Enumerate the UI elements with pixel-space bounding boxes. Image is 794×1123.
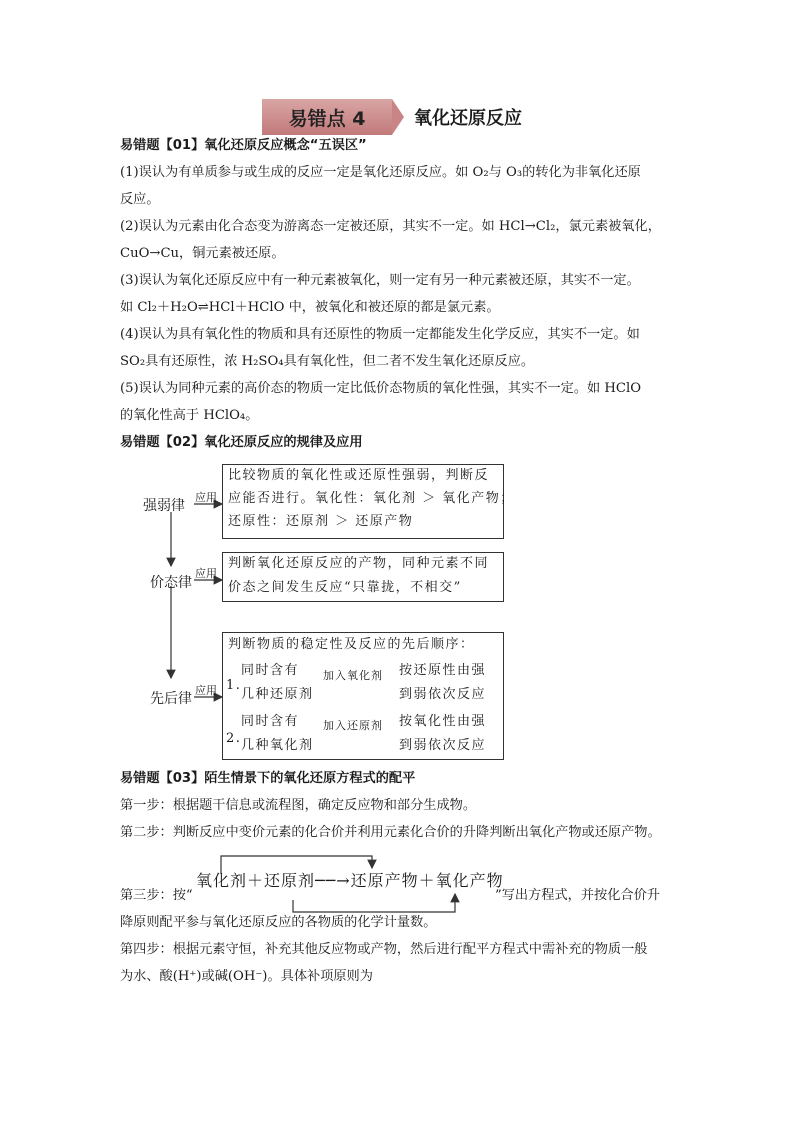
s1-line: (3)误认为氧化还原反应中有一种元素被氧化，则一定有另一种元素被还原，其实不一定。 [120,273,640,288]
box-valence [222,552,504,602]
box-text: 判断氧化还原反应的产物，同种元素不同 [228,556,490,571]
law-valence: 价态律 [150,575,192,591]
s1-line: 如 Cl₂＋H₂O⇌HCl＋HClO 中，被氧化和被还原的都是氯元素。 [120,300,500,315]
banner-title: 氧化还原反应 [414,108,522,129]
apply-label: 应用 [195,684,217,697]
s3-step: 第一步：根据题干信息或流程图，确定反应物和部分生成物。 [120,798,477,813]
s3-step: 第四步：根据元素守恒，补充其他反应物或产物，然后进行配平方程式中需补充的物质一般 [120,942,648,957]
arrow-label: 加入还原剂 [323,719,383,732]
arrow-label: 加入氧化剂 [323,669,383,682]
s1-line: 的氧化性高于 HClO₄。 [120,408,259,423]
box-text: 应能否进行。氧化性：氧化剂 ＞ 氧化产物； [228,491,515,506]
row-text: 同时含有 [241,714,300,729]
row-text: 按还原性由强 [399,663,487,678]
row-text: 同时含有 [241,663,300,678]
apply-label: 应用 [195,491,217,504]
s3-step: 第二步：判断反应中变价元素的化合价并利用元素化合价的升降判断出氧化产物或还原产物。 [120,825,661,840]
s1-line: 反应。 [120,192,160,207]
s3-title: 易错题【03】陌生情景下的氧化还原方程式的配平 [120,771,416,786]
s3-step: ”写出方程式，并按化合价升 [495,888,660,903]
s1-line: (5)误认为同种元素的高价态的物质一定比低价态物质的氧化性强，其实不一定。如 HClO [120,381,642,396]
row-text: 几种氧化剂 [241,738,314,753]
box-text: 比较物质的氧化性或还原性强弱，判断反 [228,468,490,483]
box-text: 价态之间发生反应“只靠拢，不相交” [228,580,462,595]
s3-step: 第三步：按“ [120,888,193,903]
row-num: 1. [226,678,242,693]
box-text: 还原性：还原剂 ＞ 还原产物 [228,514,414,529]
law-order: 先后律 [150,691,192,707]
law-strength: 强弱律 [143,498,185,514]
s2-title: 易错题【02】氧化还原反应的规律及应用 [120,435,363,450]
equation: 氧化剂＋还原剂──→还原产物＋氧化产物 [196,871,504,890]
s1-line: (1)误认为有单质参与或生成的反应一定是氧化还原反应。如 O₂与 O₃的转化为非氧化还原 [120,165,641,180]
box-order [222,632,504,760]
row-text: 几种还原剂 [241,687,314,702]
banner-tag: 易错点 4 [262,99,392,135]
row-text: 按氧化性由强 [399,714,487,729]
s1-line: (4)误认为具有氧化性的物质和具有还原性的物质一定都能发生化学反应，其实不一定。如 [120,327,640,342]
s3-step: 为水、酸(H⁺)或碱(OH⁻)。具体补项原则为 [120,969,373,984]
s1-line: CuO→Cu，铜元素被还原。 [120,246,285,261]
s1-line: SO₂具有还原性，浓 H₂SO₄具有氧化性，但二者不发生氧化还原反应。 [120,354,535,369]
s3-step: 降原则配平参与氧化还原反应的各物质的化学计量数。 [120,915,437,930]
row-text: 到弱依次反应 [399,687,487,702]
box-head: 判断物质的稳定性及反应的先后顺序： [228,637,475,652]
apply-label: 应用 [195,567,217,580]
s1-line: (2)误认为元素由化合态变为游离态一定被还原，其实不一定。如 HCl→Cl₂，氯元素被氧化， [120,219,661,234]
box-strength [222,464,515,539]
s1-title: 易错题【01】氧化还原反应概念“五误区” [120,138,367,153]
row-num: 2. [226,731,242,746]
row-text: 到弱依次反应 [399,738,487,753]
